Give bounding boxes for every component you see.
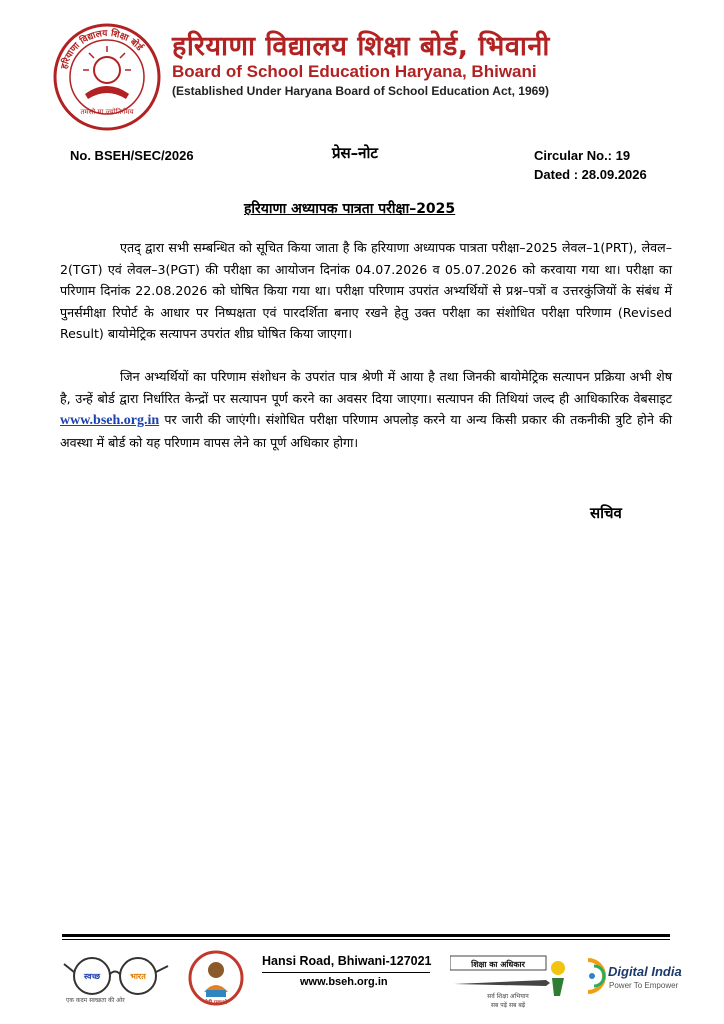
body-paragraph-1: [60, 237, 672, 345]
shiksha-sub2: सब पढ़ें सब बढ़ें: [490, 1002, 526, 1009]
subject-heading: हरियाणा अध्यापक पात्रता परीक्षा–2025: [244, 201, 456, 217]
paragraph-2-text-after: पर जारी की जाएंगी। संशोधित परीक्षा परिणाम अपलोड़ करने या अन्य किसी प्रकार की तकनीकी त्रुटि होने की अवस्था में बोर्ड को यह परिणाम वापस लेने का पूर्ण अधिकार होगा।: [60, 412, 672, 450]
body-paragraph-2: [60, 366, 672, 453]
logo-motto: तमसो मा ज्योतिर्गमय: [80, 108, 134, 116]
office-address: Hansi Road, Bhiwani-127021: [262, 954, 432, 968]
board-logo: [52, 22, 162, 132]
signatory: सचिव: [590, 504, 622, 522]
document-type: प्रेस–नोट: [332, 144, 378, 162]
footer-divider-thin: [62, 939, 670, 940]
beti-label: बेटी पढ़ाओ: [204, 1000, 228, 1006]
circular-date: Dated : 28.09.2026: [534, 167, 647, 182]
digital-india-title: Digital India: [608, 964, 682, 979]
bharat-label: भारत: [130, 972, 146, 981]
address-underline: [262, 972, 430, 973]
board-name-english: Board of School Education Haryana, Bhiwani: [172, 62, 537, 81]
swachh-label: स्वच्छ: [83, 972, 101, 981]
swachh-tagline: एक कदम स्वच्छता की ओर: [66, 997, 125, 1004]
footer-divider: [62, 934, 670, 937]
established-note: (Established Under Haryana Board of School Education Act, 1969): [172, 84, 549, 98]
board-name-hindi: हरियाणा विद्यालय शिक्षा बोर्ड, भिवानी: [172, 31, 550, 62]
beti-bachao-logo: [185, 950, 247, 1006]
paragraph-2-text-before: जिन अभ्यर्थियों का परिणाम संशोधन के उपरांत पात्र श्रेणी में आया है तथा जिनकी बायोमेट्रिक सत्यापन प्रक्रिया अभी शेष है, उन्हें बोर्ड द्वारा निर्धारित केन्द्रों पर सत्यापन पूर्ण करने का अवसर दिया जाएगा। सत्यापन की तिथियां जल्द ही आधिकारिक वेबसाइट: [60, 369, 672, 406]
footer-website: www.bseh.org.in: [300, 976, 388, 988]
logo-ring-text: हरियाणा विद्यालय शिक्षा बोर्ड: [59, 28, 144, 71]
shiksha-sub1: सर्व शिक्षा अभियान: [487, 993, 529, 1000]
shiksha-ka-adhikar-logo: [450, 950, 572, 1010]
reference-number: No. BSEH/SEC/2026: [70, 148, 194, 163]
digital-india-tagline: Power To Empower: [609, 981, 679, 990]
shiksha-title: शिक्षा का अधिकार: [471, 960, 525, 969]
website-link[interactable]: www.bseh.org.in: [60, 413, 160, 428]
paragraph-1-text: एतद् द्वारा सभी सम्बन्धित को सूचित किया जाता है कि हरियाणा अध्यापक पात्रता परीक्षा–2025 लेवल–1(PRT), लेवल–2(TGT) एवं लेवल–3(PGT) की परीक्षा का आयोजन दिनांक 04.07.2026 व 05.07.2026 को करवाया गया था। परीक्षा का परिणाम दिनांक 22.08.2026 को घोषित किया गया था। परीक्षा परिणाम उपरांत अभ्यर्थियों से प्रश्न–पत्रों व उत्तरकुंजियों के संबंध में पुनर्समीक्षा रिपोर्ट के आधार पर निष्पक्षता एवं पारदर्शिता बनाए रखने हेतु उक्त परीक्षा का संशोधित परीक्षा परिणाम (Revised Result) बायोमेट्रिक सत्यापन उपरांत शीघ्र घोषित किया जाएगा।: [60, 240, 672, 341]
circular-number: Circular No.: 19: [534, 148, 631, 163]
digital-india-logo: [582, 956, 698, 996]
